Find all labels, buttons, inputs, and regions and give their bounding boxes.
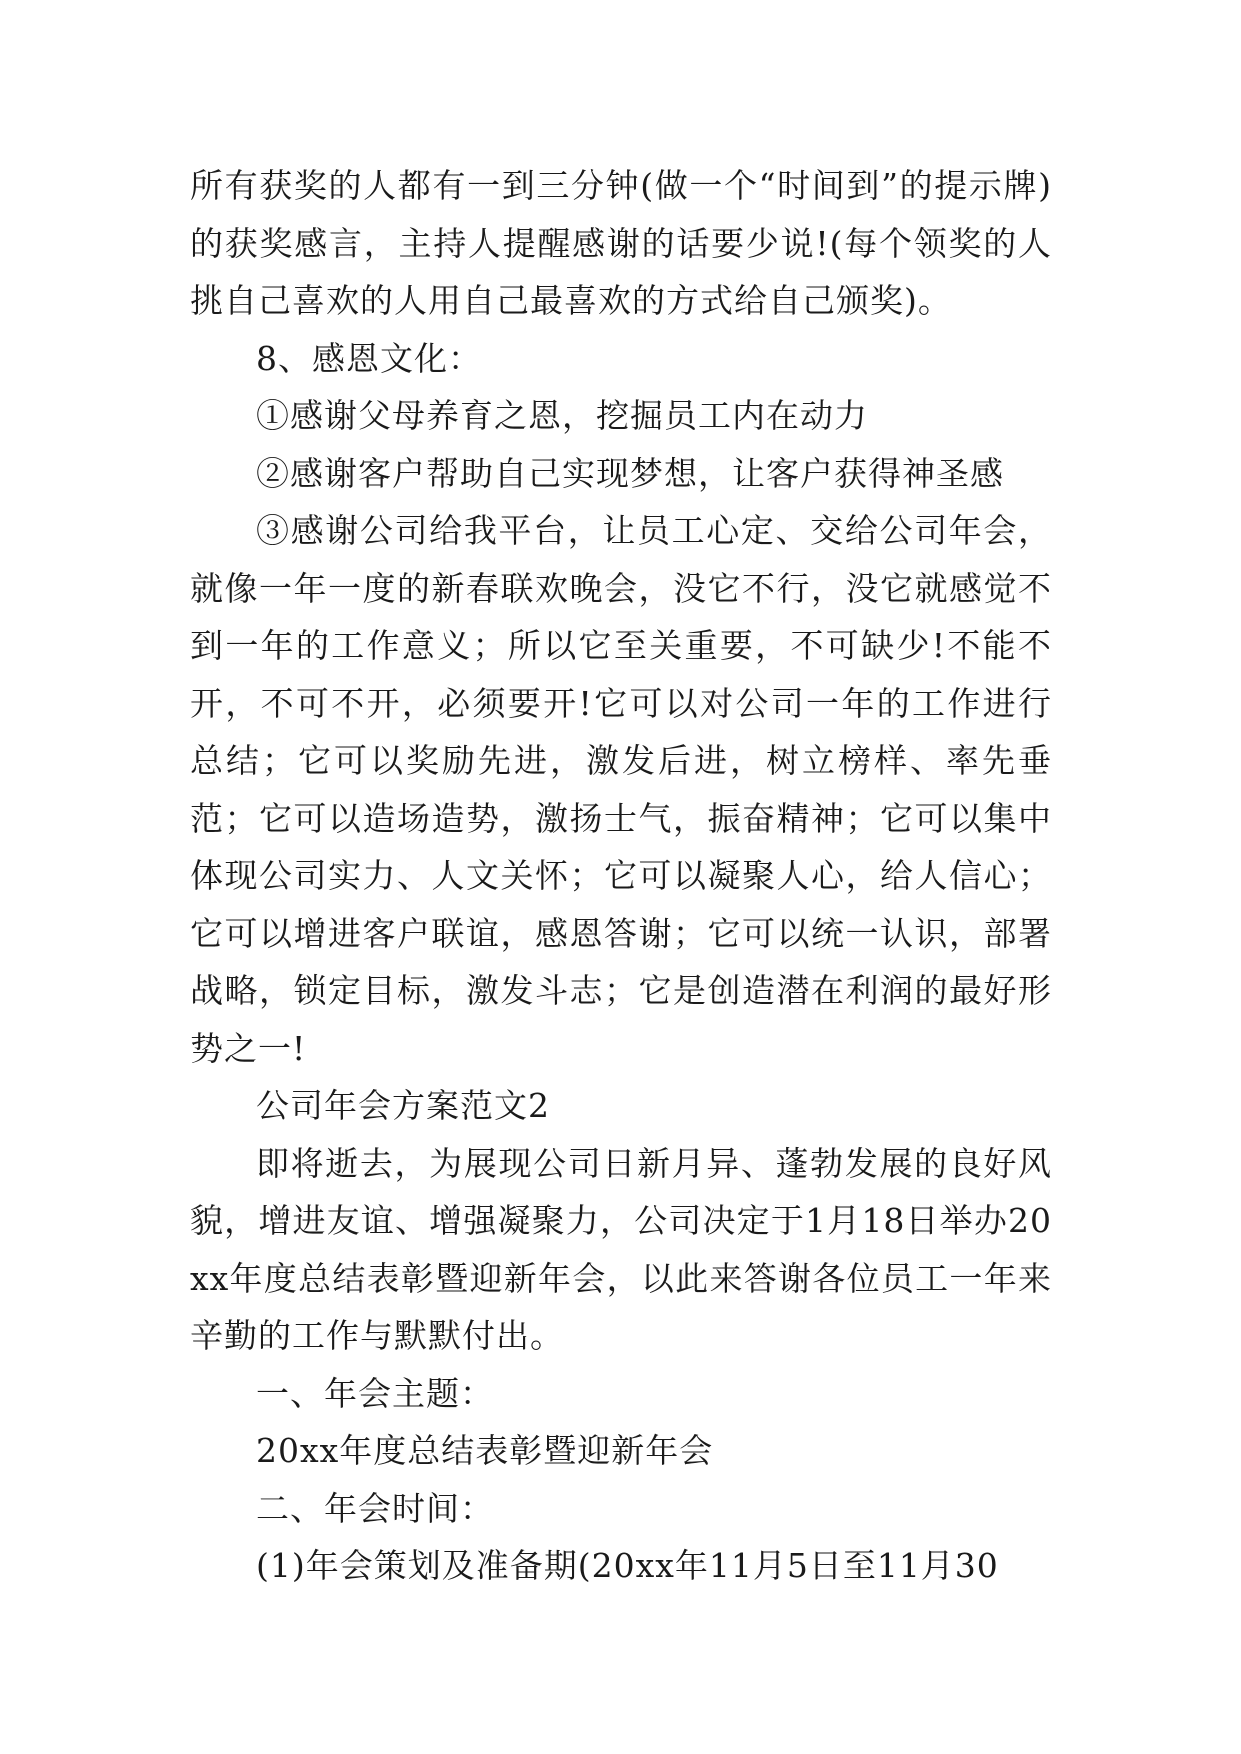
paragraph-introduction: 即将逝去，为展现公司日新月异、蓬勃发展的良好风貌，增进友谊、增强凝聚力，公司决定于1月18日举办20xx年度总结表彰暨迎新年会，以此来答谢各位员工一年来辛勤的工作与默默付出。 — [190, 1143, 1052, 1355]
list-item-thank-parents: ①感谢父母养育之恩，挖掘员工内在动力 — [256, 396, 868, 435]
sample-title: 公司年会方案范文2 — [256, 1086, 550, 1125]
section-heading-gratitude-culture: 8、感恩文化： — [256, 338, 482, 378]
list-item-thank-company: ③感谢公司给我平台，让员工心定、交给公司年会，就像一年一度的新春联欢晚会，没它不行，没它就感觉不到一年的工作意义；所以它至关重要，不可缺少!不能不开，不可不开，必须要开!它可以对公司一年的工作进行总结；它可以奖励先进，激发后进，树立榜样、率先垂范；它可以造场造势，激扬士气，振奋精神；它可以集中体现公司实力、人文关怀；它可以凝聚人心，给人信心；它可以增进客户联谊，感恩答谢；它可以统一认识，部署战略，锁定目标，激发斗志；它是创造潜在利润的最好形势之一! — [190, 511, 1052, 1068]
section-heading-theme: 一、年会主题： — [256, 1373, 494, 1413]
document-body — [190, 157, 1052, 1595]
theme-text: 20xx年度总结表彰暨迎新年会 — [256, 1431, 714, 1470]
section-heading-time: 二、年会时间： — [256, 1488, 494, 1528]
list-item-thank-customers: ②感谢客户帮助自己实现梦想，让客户获得神圣感 — [256, 453, 1004, 493]
paragraph-award-speech: 所有获奖的人都有一到三分钟(做一个“时间到”的提示牌)的获奖感言，主持人提醒感谢的话要少说!(每个领奖的人挑自己喜欢的人用自己最喜欢的方式给自己颁奖)。 — [190, 166, 1052, 320]
time-item-planning-period: (1)年会策划及准备期(20xx年11月5日至11月30 — [256, 1546, 999, 1585]
